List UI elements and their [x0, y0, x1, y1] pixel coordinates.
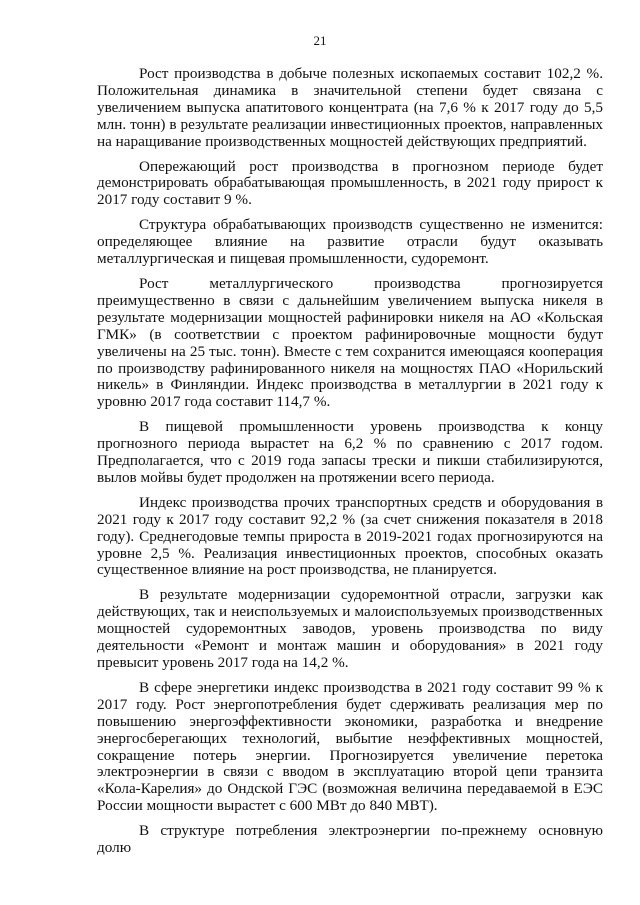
paragraph-manufacturing-growth: Опережающий рост производства в прогнозном периоде будет демонстрировать обрабатывающая промышленность, в 2021 году прирост к 2017 году составит 9 %.: [97, 157, 603, 209]
page-number: 21: [313, 33, 327, 48]
paragraph-transport-equipment: Индекс производства прочих транспортных средств и оборудования в 2021 году к 2017 году составит 92,2 % (за счет снижения показателя в 2018 году). Среднегодовые темпы прироста в 2019-2021 годах прогнозируются на уровне 2,5 %. Реализация инвестиционных проектов, способных оказать существенное влияние на рост производства, не планируется.: [97, 493, 603, 579]
paragraph-mining-growth: Рост производства в добыче полезных ископаемых составит 102,2 %. Положительная динамика в значительной степени будет связана с увеличением выпуска апатитового концентрата (на 7,6 % к 2017 году до 5,5 млн. тонн) в результате реализации инвестиционных проектов, направленных на наращивание производственных мощностей действующих предприятий.: [97, 65, 603, 150]
paragraph-metallurgy: Рост металлургического производства прогнозируется преимущественно в связи с дальнейшим увеличением выпуска никеля в результате модернизации мощностей рафинировки никеля на АО «Кольская ГМК» (в соответствии с проектом рафинировочные мощности будут увеличены на 25 тыс. тонн). Вместе с тем сохранится имеющаяся кооперация по производству рафинированного никеля на мощностях ПАО «Норильский никель» в Финляндии. Индекс производства в металлургии в 2021 году к уровню 2017 года составит 114,7 %.: [97, 274, 603, 411]
paragraph-energy: В сфере энергетики индекс производства в 2021 году составит 99 % к 2017 году. Рост энергопотребления будет сдерживать реализация мер по повышению энергоэффективности экономики, разработка и внедрение энергосберегающих технологий, выбытие неэффективных мощностей, сокращение потерь энергии. Прогнозируется увеличение перетока электроэнергии в связи с вводом в эксплуатацию второй цепи транзита «Кола-Карелия» до Ондской ГЭС (возможная величина передаваемой в ЕЭС России мощности вырастет с 600 МВт до 840 МВТ).: [97, 678, 603, 815]
paragraph-food-industry: В пищевой промышленности уровень производства к концу прогнозного периода вырастет на 6,2 % по сравнению с 2017 годом. Предполагается, что с 2019 года запасы трески и пикши стабилизируются, вылов мойвы будет продолжен на протяжении всего периода.: [97, 418, 603, 486]
paragraph-manufacturing-structure: Структура обрабатывающих производств существенно не изменится: определяющее влияние на развитие отрасли будут оказывать металлургическая и пищевая промышленности, судоремонт.: [97, 216, 603, 268]
paragraph-electricity-consumption: В структуре потребления электроэнергии по-прежнему основную долю: [97, 822, 603, 857]
document-body: [97, 66, 603, 857]
paragraph-ship-repair: В результате модернизации судоремонтной отрасли, загрузки как действующих, так и неиспользуемых и малоиспользуемых производственных мощностей судоремонтных заводов, уровень производства по виду деятельности «Ремонт и монтаж машин и оборудования» в 2021 году превысит уровень 2017 года на 14,2 %.: [97, 586, 603, 671]
